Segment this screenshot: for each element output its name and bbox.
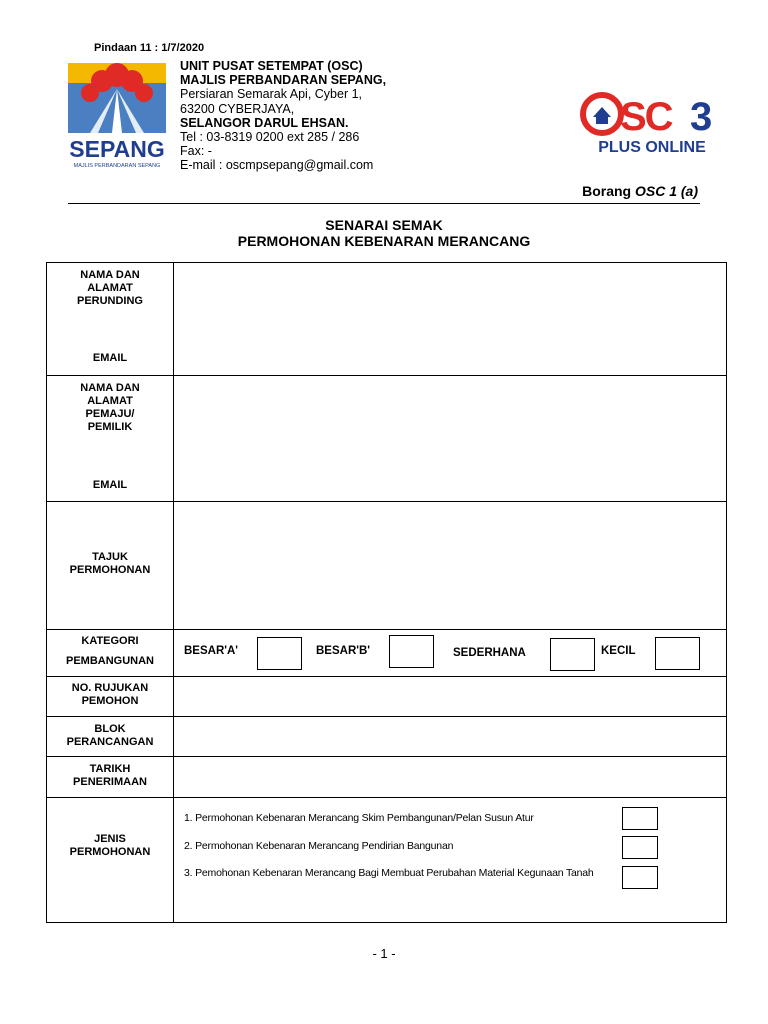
label-tajuk	[47, 502, 174, 630]
label-rujukan	[47, 677, 174, 717]
jenis-item-3-checkbox[interactable]	[622, 866, 658, 889]
kategori-kecil-label: KECIL	[601, 645, 636, 657]
fax-line: Fax: -	[180, 144, 212, 159]
label-text: NO. RUJUKAN	[71, 682, 149, 694]
kategori-besar-b-label: BESAR'B'	[316, 645, 371, 657]
address-line: MAJLIS PERBANDARAN SEPANG,	[180, 73, 387, 88]
title-line-2: PERMOHONAN KEBENARAN MERANCANG	[237, 233, 531, 249]
amendment-note: Pindaan 11 : 1/7/2020	[94, 42, 205, 54]
row-perunding	[47, 263, 727, 376]
row-kategori	[47, 630, 727, 677]
kategori-sederhana-label: SEDERHANA	[453, 647, 526, 659]
phone-line: Tel : 03-8319 0200 ext 285 / 286	[180, 130, 360, 145]
header-divider	[68, 203, 700, 204]
label-email: EMAIL	[92, 352, 128, 364]
form-code	[582, 183, 698, 199]
label-text: PERMOHONAN	[69, 846, 151, 858]
label-text: PERANCANGAN	[66, 736, 154, 748]
sepang-logo	[68, 63, 166, 171]
kategori-besar-a-label: BESAR'A'	[184, 645, 239, 657]
kategori-besar-a-checkbox[interactable]	[257, 637, 302, 670]
field-blok[interactable]	[174, 717, 727, 757]
address-line: UNIT PUSAT SETEMPAT (OSC)	[180, 59, 363, 73]
svg-text:3: 3	[690, 95, 713, 139]
office-address	[180, 59, 386, 173]
label-text: PERMOHONAN	[69, 564, 151, 576]
label-text: PENERIMAAN	[73, 776, 147, 788]
osc-logo-subtitle: PLUS ONLINE	[598, 139, 706, 156]
row-jenis	[47, 798, 727, 923]
label-text: PERUNDING	[76, 295, 143, 307]
field-perunding[interactable]	[174, 263, 727, 376]
field-tajuk[interactable]	[174, 502, 727, 630]
row-pemaju	[47, 376, 727, 502]
form-code-prefix: Borang	[582, 183, 632, 199]
jenis-item-2-checkbox[interactable]	[622, 836, 658, 859]
field-pemaju[interactable]	[174, 376, 727, 502]
label-text: JENIS	[94, 833, 126, 845]
jenis-item-2: 2. Permohonan Kebenaran Merancang Pendirian Bangunan	[184, 840, 454, 852]
label-text: KATEGORI	[81, 635, 139, 647]
address-line: SELANGOR DARUL EHSAN.	[180, 115, 349, 130]
field-rujukan[interactable]	[174, 677, 727, 717]
checklist-table	[46, 262, 727, 923]
label-tarikh	[47, 757, 174, 798]
kategori-besar-b-checkbox[interactable]	[389, 635, 434, 668]
row-tajuk	[47, 502, 727, 630]
label-text: NAMA DAN	[80, 269, 140, 281]
sepang-logo-word: SEPANG	[69, 136, 165, 162]
label-perunding	[47, 263, 174, 376]
osc3-plus-online-logo	[580, 92, 722, 158]
label-email: EMAIL	[92, 479, 128, 491]
label-pemaju	[47, 376, 174, 502]
label-text: PEMILIK	[87, 421, 133, 433]
label-text: NAMA DAN	[80, 382, 140, 394]
field-jenis	[174, 798, 727, 923]
label-text: TAJUK	[92, 551, 128, 563]
label-text: ALAMAT	[87, 395, 133, 407]
label-text: ALAMAT	[87, 282, 133, 294]
label-text: PEMBANGUNAN	[66, 655, 154, 667]
label-kategori	[47, 630, 174, 677]
label-text: BLOK	[94, 723, 126, 735]
jenis-item-1: 1. Permohonan Kebenaran Merancang Skim Pembangunan/Pelan Susun Atur	[184, 812, 534, 824]
label-text: PEMAJU/	[85, 408, 135, 420]
label-text: PEMOHON	[81, 695, 139, 707]
svg-text:SC: SC	[620, 95, 672, 139]
field-kategori	[174, 630, 727, 677]
address-line: 63200 CYBERJAYA,	[180, 101, 295, 116]
field-tarikh[interactable]	[174, 757, 727, 798]
row-tarikh	[47, 757, 727, 798]
label-blok	[47, 717, 174, 757]
jenis-item-3: 3. Pemohonan Kebenaran Merancang Bagi Membuat Perubahan Material Kegunaan Tanah	[184, 867, 594, 879]
row-rujukan	[47, 677, 727, 717]
kategori-kecil-checkbox[interactable]	[655, 637, 700, 670]
jenis-item-1-checkbox[interactable]	[622, 807, 658, 830]
label-jenis	[47, 798, 174, 923]
email-line: E-mail : oscmpsepang@gmail.com	[180, 158, 374, 173]
page-number: - 1 -	[372, 946, 396, 961]
sepang-logo-subtitle: MAJLIS PERBANDARAN SEPANG	[73, 163, 161, 169]
row-blok	[47, 717, 727, 757]
address-line: Persiaran Semarak Api, Cyber 1,	[180, 87, 363, 102]
form-code-id: OSC 1 (a)	[634, 183, 698, 199]
kategori-sederhana-checkbox[interactable]	[550, 638, 595, 671]
label-text: TARIKH	[89, 763, 131, 775]
title-line-1: SENARAI SEMAK	[325, 217, 443, 233]
